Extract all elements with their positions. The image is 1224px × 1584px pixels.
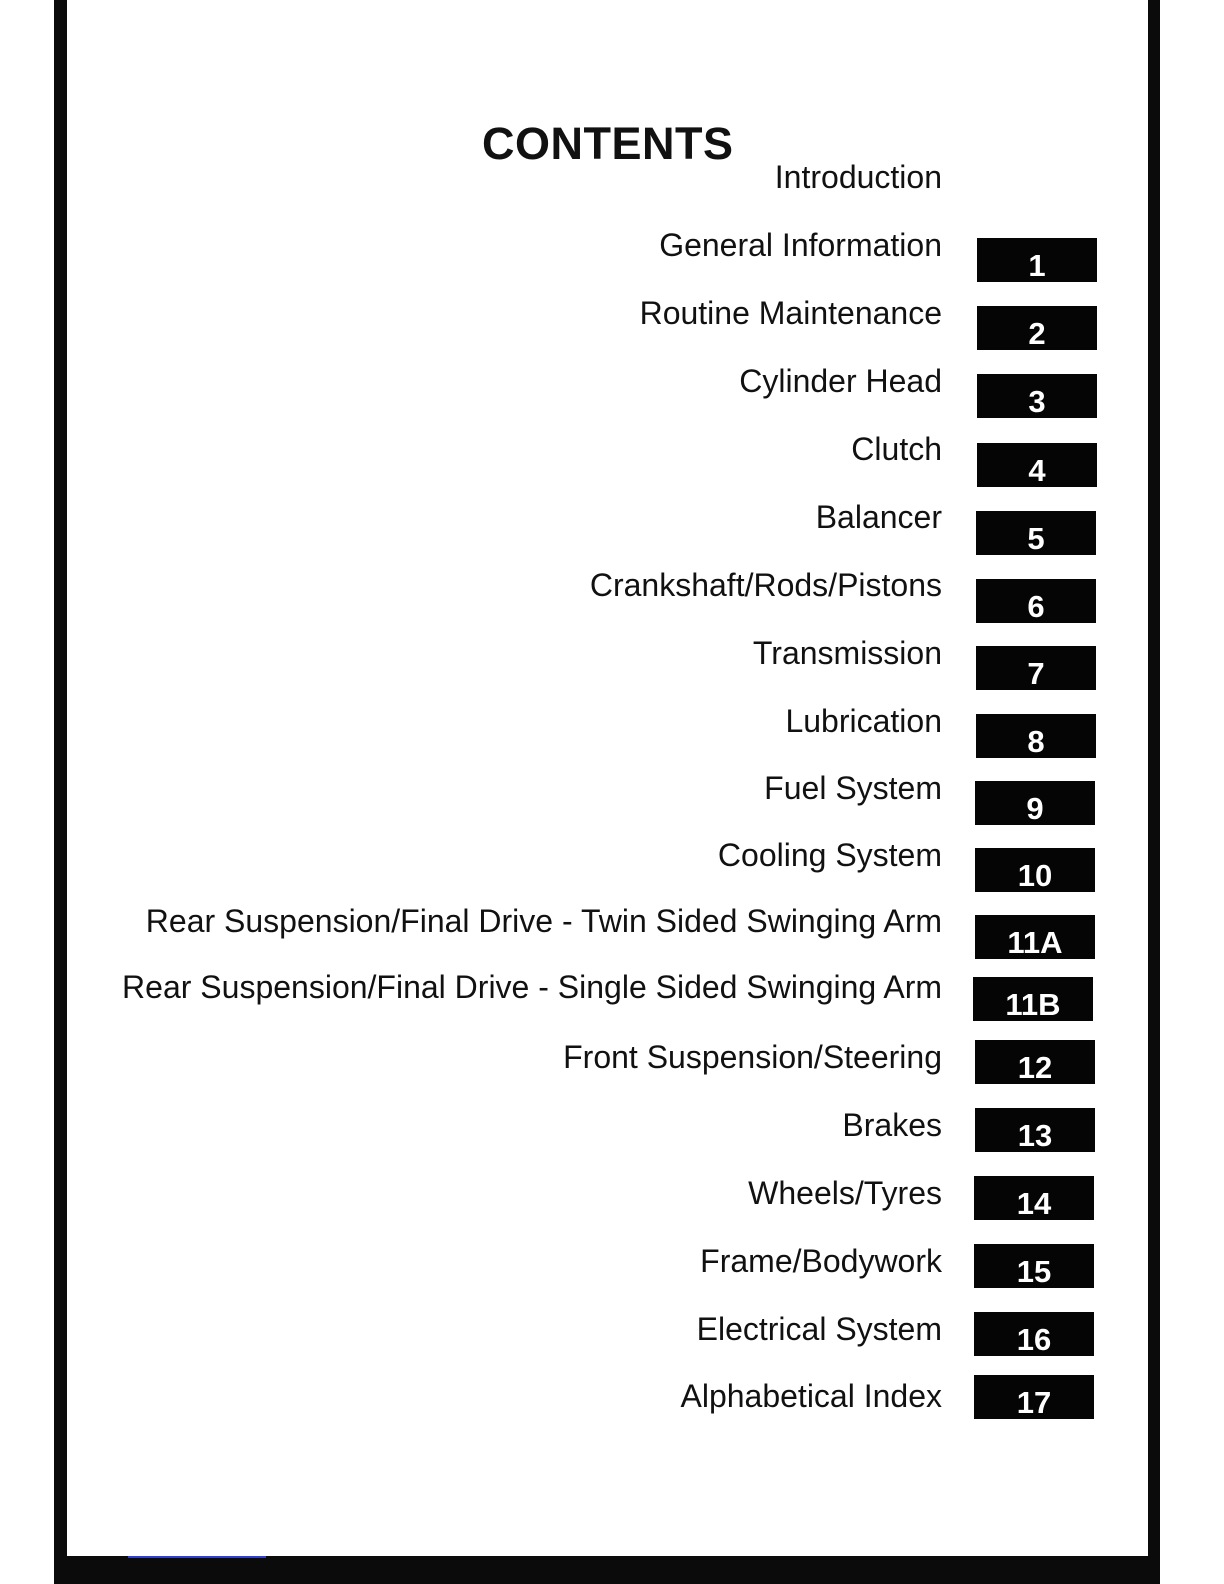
toc-entry-label[interactable]: Wheels/Tyres bbox=[748, 1175, 942, 1211]
toc-section-tab[interactable]: 3 bbox=[977, 374, 1097, 418]
toc-section-tab[interactable]: 16 bbox=[974, 1312, 1094, 1356]
toc-entry-label[interactable]: Transmission bbox=[752, 635, 942, 671]
toc-section-tab[interactable]: 10 bbox=[975, 848, 1095, 892]
toc-section-tab[interactable]: 14 bbox=[974, 1176, 1094, 1220]
toc-section-tab[interactable]: 2 bbox=[977, 306, 1097, 350]
toc-entry-label[interactable]: Alphabetical Index bbox=[680, 1378, 942, 1414]
toc-section-tab[interactable]: 8 bbox=[976, 714, 1096, 758]
toc-section-tab[interactable]: 11A bbox=[975, 915, 1095, 959]
page-border-bottom bbox=[54, 1556, 1160, 1584]
toc-section-tab[interactable]: 12 bbox=[975, 1040, 1095, 1084]
toc-section-tab[interactable]: 6 bbox=[976, 579, 1096, 623]
toc-entry-label[interactable]: Crankshaft/Rods/Pistons bbox=[589, 567, 942, 603]
toc-section-tab[interactable]: 5 bbox=[976, 511, 1096, 555]
toc-section-tab[interactable]: 9 bbox=[975, 781, 1095, 825]
toc-entry-label[interactable]: Rear Suspension/Final Drive - Single Sided Swinging Arm bbox=[122, 969, 942, 1005]
toc-entry-label[interactable]: Balancer bbox=[815, 499, 942, 535]
toc-entry-label[interactable]: Front Suspension/Steering bbox=[563, 1039, 942, 1075]
toc-entry-label[interactable]: Brakes bbox=[842, 1107, 942, 1143]
toc-entry-label[interactable]: Lubrication bbox=[785, 703, 942, 739]
page-title: CONTENTS bbox=[482, 118, 734, 169]
toc-entry-label[interactable]: Electrical System bbox=[696, 1311, 942, 1347]
toc-entry-label[interactable]: Routine Maintenance bbox=[639, 295, 942, 331]
toc-section-tab[interactable]: 4 bbox=[977, 443, 1097, 487]
toc-introduction[interactable]: Introduction bbox=[774, 159, 942, 195]
toc-section-tab[interactable]: 7 bbox=[976, 646, 1096, 690]
bottom-blue-line bbox=[128, 1556, 266, 1558]
toc-section-tab[interactable]: 15 bbox=[974, 1244, 1094, 1288]
toc-section-tab[interactable]: 1 bbox=[977, 238, 1097, 282]
toc-section-tab[interactable]: 17 bbox=[974, 1375, 1094, 1419]
toc-entry-label[interactable]: Fuel System bbox=[764, 770, 942, 806]
toc-entry-label[interactable]: Clutch bbox=[851, 431, 942, 467]
toc-section-tab[interactable]: 13 bbox=[975, 1108, 1095, 1152]
toc-entry-label[interactable]: Rear Suspension/Final Drive - Twin Sided Swinging Arm bbox=[145, 903, 942, 939]
toc-section-tab[interactable]: 11B bbox=[973, 977, 1093, 1021]
toc-entry-label[interactable]: Cylinder Head bbox=[739, 363, 942, 399]
page-border-right bbox=[1148, 0, 1160, 1584]
toc-entry-label[interactable]: Frame/Bodywork bbox=[700, 1243, 942, 1279]
toc-entry-label[interactable]: General Information bbox=[659, 227, 942, 263]
page-border-left bbox=[54, 0, 67, 1584]
toc-entry-label[interactable]: Cooling System bbox=[717, 837, 942, 873]
